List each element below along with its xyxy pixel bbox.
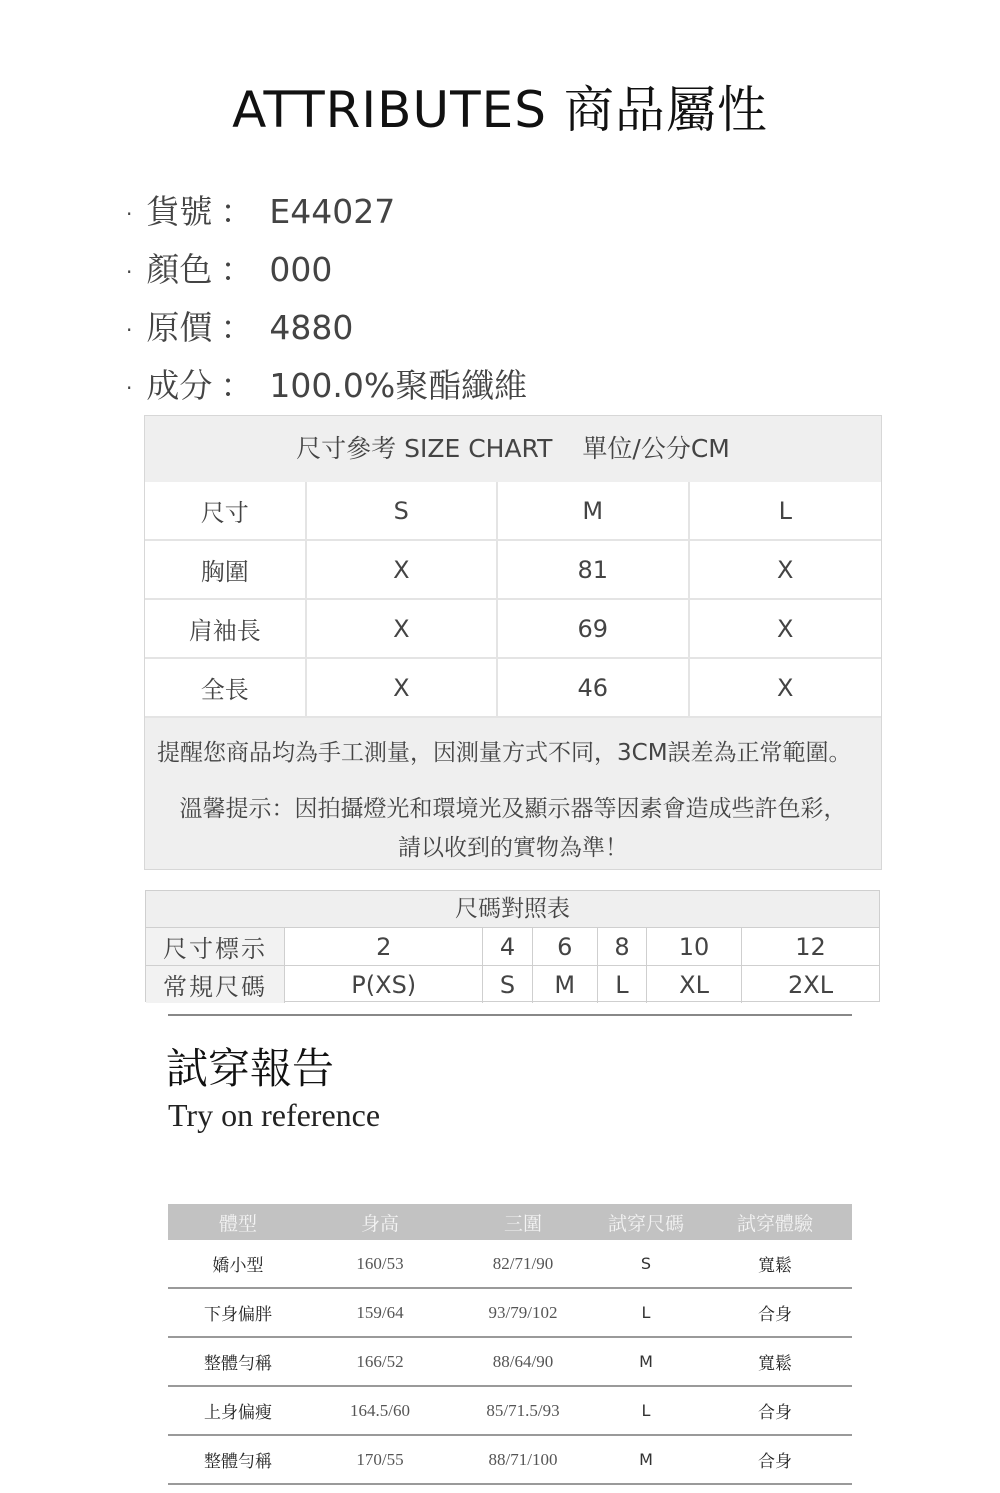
table-row <box>168 1435 852 1484</box>
size-chart-header <box>145 416 881 482</box>
table-cell: X <box>690 600 881 659</box>
table-cell: X <box>690 659 881 718</box>
table-cell: S <box>483 966 532 1004</box>
table-row <box>146 966 879 1004</box>
color-disclaimer <box>145 790 881 868</box>
table-cell: S <box>594 1240 698 1288</box>
column-header: 三圍 <box>452 1204 594 1240</box>
table-cell: 下身偏胖 <box>168 1288 308 1337</box>
table-cell: 尺寸 <box>145 482 307 541</box>
table-row <box>145 659 881 718</box>
table-cell: M <box>594 1435 698 1484</box>
table-cell: 4 <box>483 928 532 966</box>
column-header: 試穿體驗 <box>698 1204 852 1240</box>
table-cell: 8 <box>597 928 646 966</box>
size-chart <box>144 415 882 870</box>
table-cell: M <box>594 1337 698 1386</box>
table-row <box>168 1386 852 1435</box>
table-cell: X <box>690 541 881 600</box>
table-cell: 全長 <box>145 659 307 718</box>
separator: ： <box>220 308 254 347</box>
table-cell: M <box>532 966 597 1004</box>
separator: ： <box>220 250 254 289</box>
table-cell: 160/53 <box>308 1240 452 1288</box>
table-cell: 170/55 <box>308 1435 452 1484</box>
table-cell: 胸圍 <box>145 541 307 600</box>
table-cell: 上身偏瘦 <box>168 1386 308 1435</box>
table-header-row <box>145 482 881 541</box>
table-cell: 166/52 <box>308 1337 452 1386</box>
bullet: · <box>126 317 133 342</box>
table-row <box>168 1337 852 1386</box>
column-header: 體型 <box>168 1204 308 1240</box>
attribute-value: 100.0%聚酯纖維 <box>269 366 528 405</box>
attribute-value: 000 <box>269 250 333 289</box>
table-cell: 10 <box>647 928 742 966</box>
table-cell: 82/71/90 <box>452 1240 594 1288</box>
attribute-list <box>126 183 527 415</box>
table-cell: 整體勻稱 <box>168 1435 308 1484</box>
try-on-subtitle: Try on reference <box>168 1097 381 1133</box>
attribute-label: 貨號 <box>146 192 213 231</box>
table-row <box>145 600 881 659</box>
table-cell: 寬鬆 <box>698 1337 852 1386</box>
attribute-value: 4880 <box>269 308 354 347</box>
attribute-item-price <box>126 299 527 357</box>
table-cell: 46 <box>498 659 690 718</box>
table-cell: 合身 <box>698 1386 852 1435</box>
separator: ： <box>220 366 254 405</box>
table-cell: X <box>307 659 498 718</box>
column-header: 身高 <box>308 1204 452 1240</box>
table-cell: 整體勻稱 <box>168 1337 308 1386</box>
table-cell: 81 <box>498 541 690 600</box>
table-cell: 2XL <box>787 970 834 999</box>
table-cell: X <box>307 600 498 659</box>
section-divider <box>168 1014 852 1016</box>
table-cell: 肩袖長 <box>145 600 307 659</box>
size-conversion-grid <box>146 928 879 1003</box>
size-chart-title: 尺寸參考 SIZE CHART <box>296 434 553 463</box>
size-chart-table <box>145 482 881 718</box>
page-title: ATTRIBUTES 商品屬性 <box>232 81 768 139</box>
table-cell: 嬌小型 <box>168 1240 308 1288</box>
attribute-value: E44027 <box>269 192 396 231</box>
table-cell: L <box>597 966 646 1004</box>
table-cell: L <box>594 1288 698 1337</box>
table-cell: L <box>594 1386 698 1435</box>
size-conversion-title: 尺碼對照表 <box>146 891 879 928</box>
table-cell: 寬鬆 <box>698 1240 852 1288</box>
table-cell: 93/79/102 <box>452 1288 594 1337</box>
table-cell: S <box>307 482 498 541</box>
bullet: · <box>126 201 133 226</box>
table-cell: 2 <box>285 928 483 966</box>
attribute-item-color <box>126 241 527 299</box>
try-on-title: 試穿報告 <box>166 1044 335 1093</box>
measurement-note: 提醒您商品均為手工測量，因測量方式不同，3CM誤差為正常範圍。 <box>157 740 852 766</box>
table-row <box>168 1288 852 1337</box>
color-disclaimer-line: 溫馨提示：因拍攝燈光和環境光及顯示器等因素會造成些許色彩， <box>179 796 847 822</box>
column-header: 試穿尺碼 <box>594 1204 698 1240</box>
table-header-row <box>168 1204 852 1240</box>
table-row <box>146 928 879 966</box>
bullet: · <box>126 259 133 284</box>
attribute-label: 原價 <box>146 308 213 347</box>
table-cell: 69 <box>498 600 690 659</box>
table-cell: X <box>307 541 498 600</box>
table-cell: 合身 <box>698 1435 852 1484</box>
color-disclaimer-line: 請以收到的實物為準！ <box>398 835 628 861</box>
row-label: 常規尺碼 <box>146 966 285 1004</box>
table-cell: 88/64/90 <box>452 1337 594 1386</box>
table-cell: XL <box>647 966 742 1004</box>
table-cell: P(XS) <box>285 966 483 1004</box>
size-conversion-table <box>145 890 880 1002</box>
attribute-item-material <box>126 357 527 415</box>
table-row <box>145 541 881 600</box>
table-cell: 12 <box>742 928 879 966</box>
attribute-label: 顏色 <box>146 250 213 289</box>
table-cell: 88/71/100 <box>452 1435 594 1484</box>
row-label: 尺寸標示 <box>146 928 285 966</box>
table-cell: M <box>498 482 690 541</box>
table-cell: 85/71.5/93 <box>452 1386 594 1435</box>
size-chart-unit: 單位/公分CM <box>582 434 730 463</box>
table-cell: 159/64 <box>308 1288 452 1337</box>
attribute-item-code <box>126 183 527 241</box>
try-on-table <box>168 1204 852 1485</box>
table-cell: 合身 <box>698 1288 852 1337</box>
attribute-label: 成分 <box>146 366 213 405</box>
separator: ： <box>220 192 254 231</box>
table-row <box>168 1240 852 1288</box>
table-cell: L <box>690 482 881 541</box>
table-cell: 164.5/60 <box>308 1386 452 1435</box>
bullet: · <box>126 375 133 400</box>
table-cell: 6 <box>532 928 597 966</box>
